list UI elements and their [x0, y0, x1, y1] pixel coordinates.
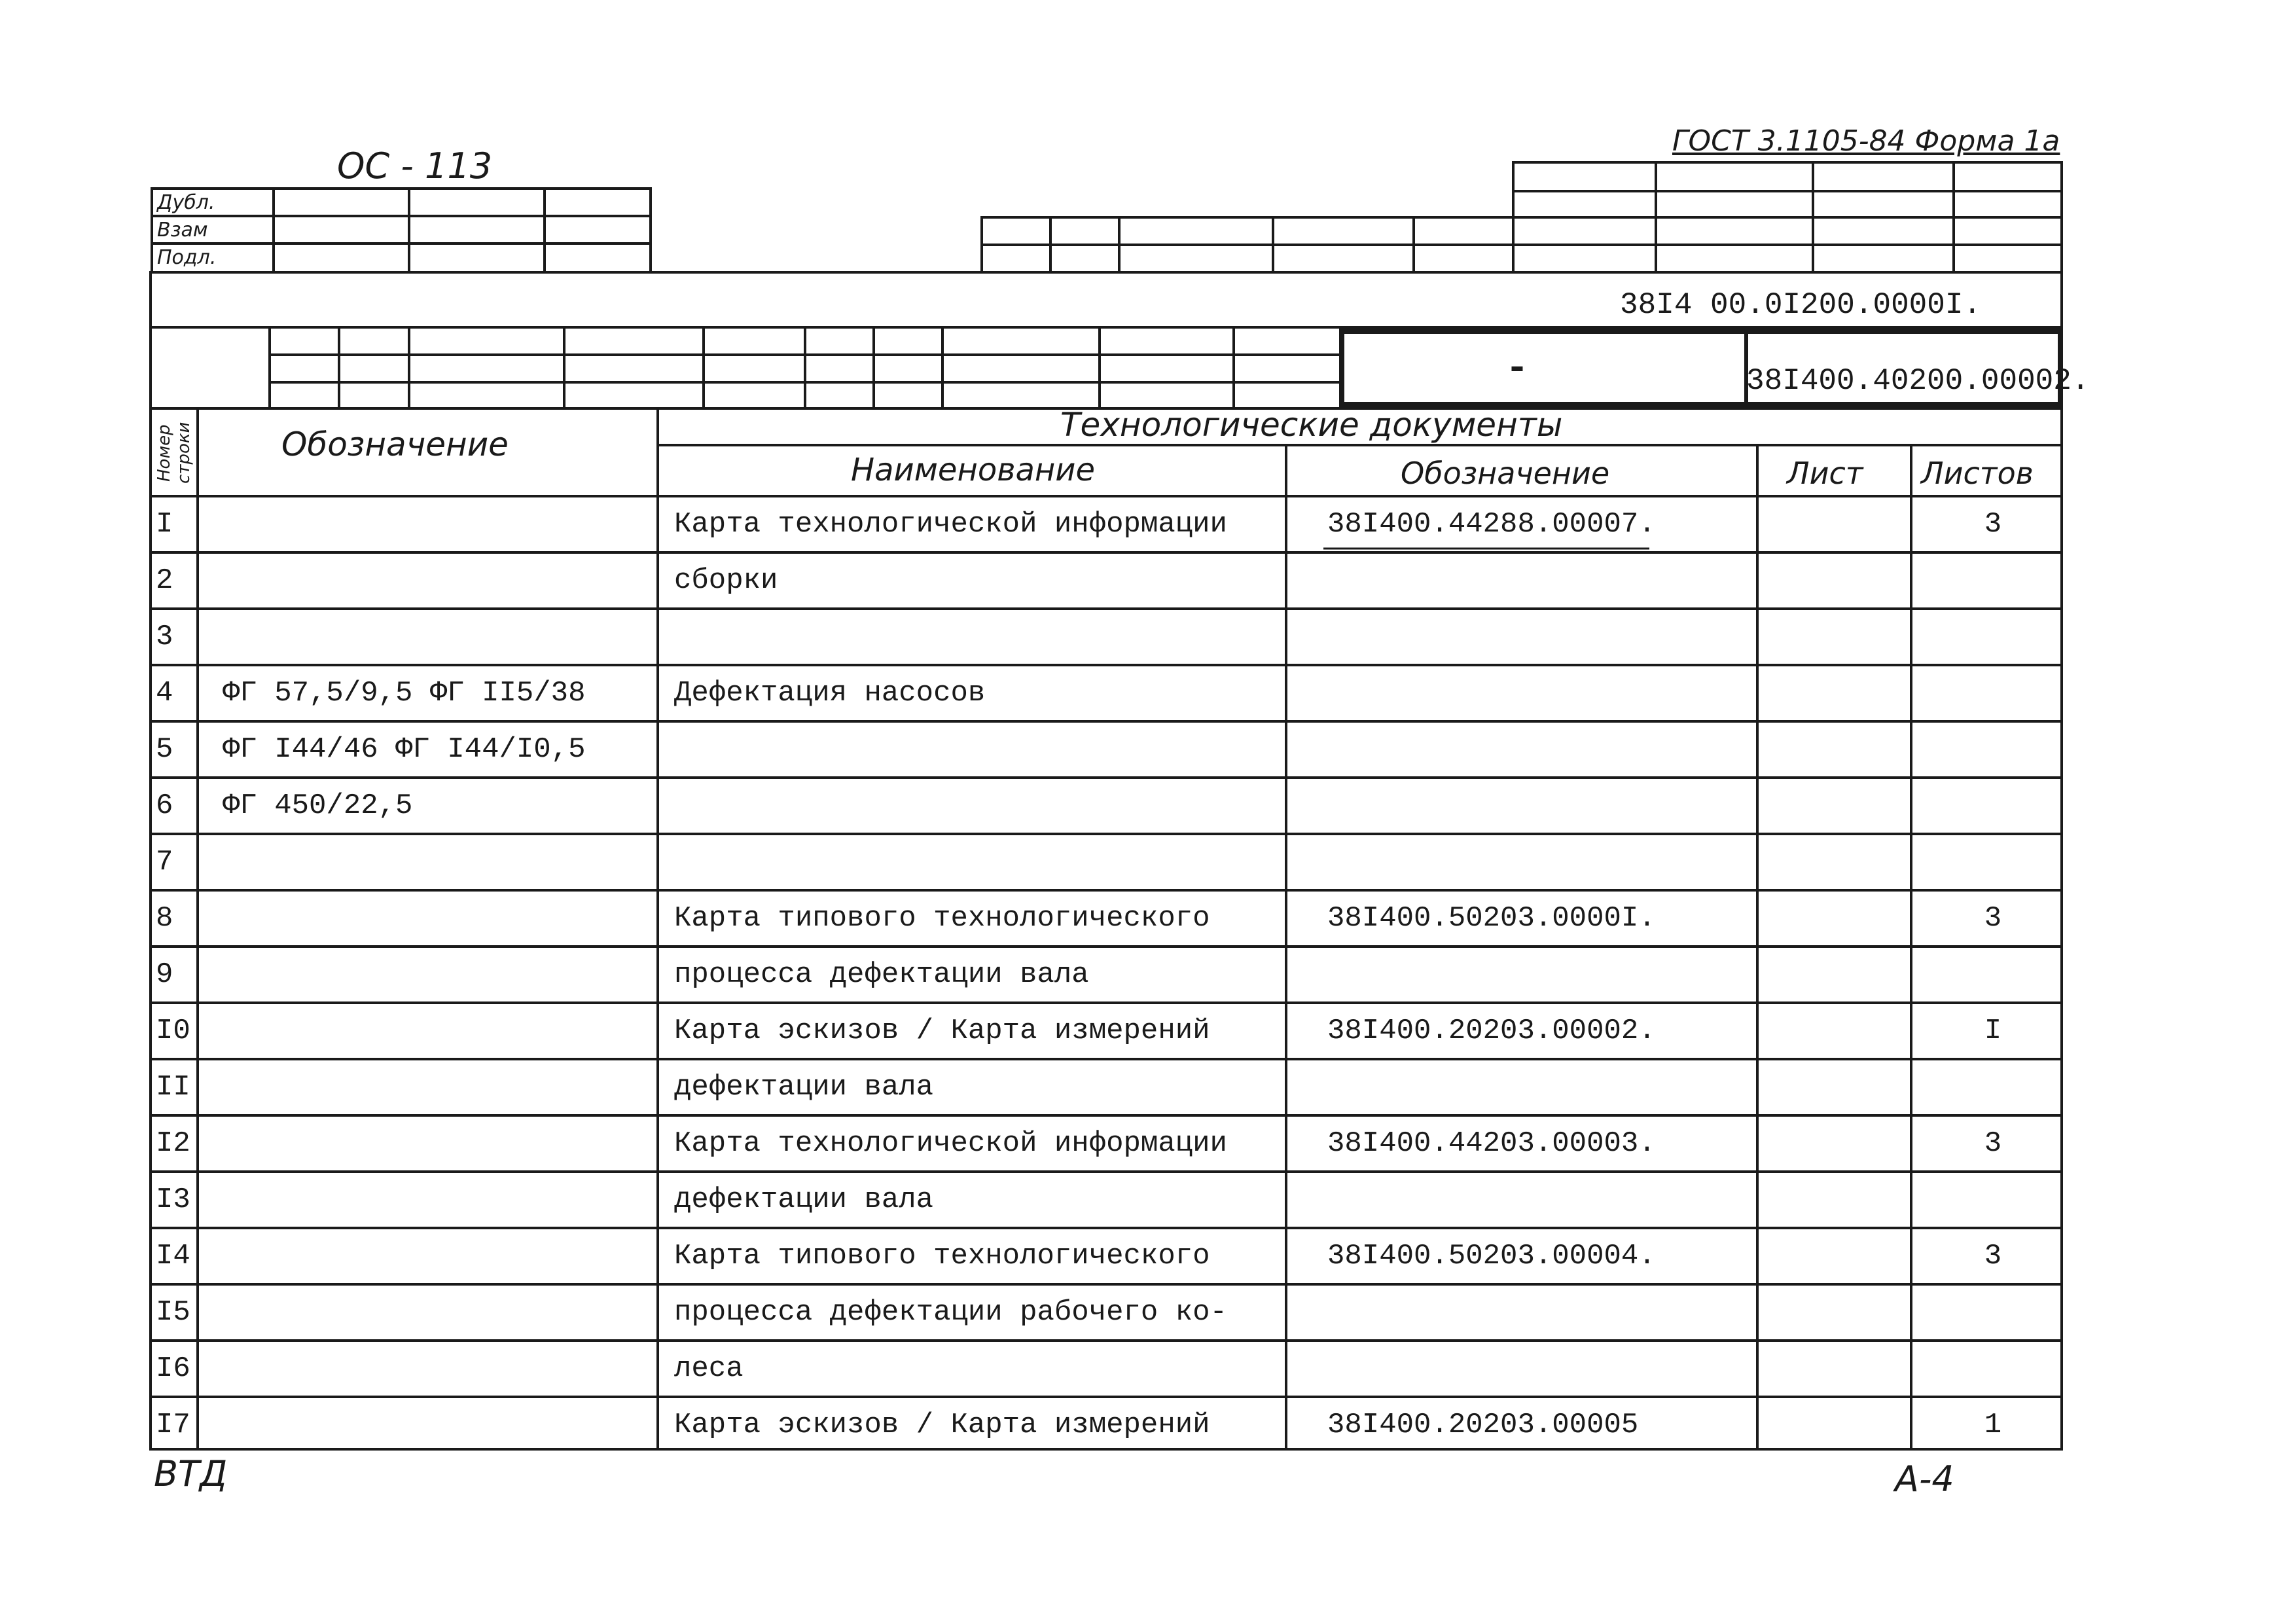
row-name: Карта эскизов / Карта измерений	[674, 1015, 1210, 1047]
row-number: I7	[156, 1409, 190, 1441]
row-number: I	[156, 508, 173, 541]
row-name: Карта технологической информации	[674, 1127, 1227, 1160]
row-number: II	[156, 1071, 190, 1104]
table-row	[151, 1228, 2068, 1284]
row-doc-designation: 38I400.50203.0000I.	[1327, 902, 1656, 935]
stamp-label-dubl: Дубл.	[157, 191, 215, 214]
doc-dash: -	[1505, 347, 1530, 391]
stamp-label-podl: Подл.	[157, 246, 217, 269]
row-name: Карта эскизов / Карта измерений	[674, 1409, 1210, 1441]
row-number: I4	[156, 1240, 190, 1272]
row-sheets: 3	[1984, 508, 2002, 541]
row-designation: ФГ I44/46 ФГ I44/I0,5	[223, 733, 586, 766]
row-doc-designation: 38I400.44203.00003.	[1327, 1127, 1656, 1160]
table-row	[151, 1172, 2068, 1228]
doc-number-top: 38I4 00.0I200.0000I.	[1620, 288, 1982, 322]
row-number: 4	[156, 677, 173, 710]
table-row	[151, 552, 2068, 609]
row-number: 6	[156, 789, 173, 822]
row-sheets: 3	[1984, 1127, 2002, 1160]
header-designation: Обозначение	[281, 425, 509, 463]
header-doc-designation: Обозначение	[1401, 456, 1610, 491]
row-name: дефектации вала	[674, 1071, 934, 1104]
row-number: 5	[156, 733, 173, 766]
row-number: 7	[156, 846, 173, 878]
row-number: 8	[156, 902, 173, 935]
stamp-label-vzam: Взам	[157, 219, 208, 242]
row-name: Дефектация насосов	[674, 677, 986, 710]
row-number: 2	[156, 564, 173, 597]
row-number: I2	[156, 1127, 190, 1160]
table-row	[151, 496, 2068, 552]
row-number: 3	[156, 621, 173, 653]
table-row	[151, 947, 2068, 1003]
table-row	[151, 1284, 2068, 1341]
row-sheets: 3	[1984, 1240, 2002, 1272]
row-number: 9	[156, 958, 173, 991]
row-doc-designation: 38I400.44288.00007.	[1327, 508, 1656, 541]
table-row	[151, 778, 2068, 834]
table-row	[151, 721, 2068, 778]
row-number: I0	[156, 1015, 190, 1047]
row-name: дефектации вала	[674, 1183, 934, 1216]
row-sheets: I	[1984, 1015, 2002, 1047]
table-row	[151, 1003, 2068, 1059]
row-name: процесса дефектации вала	[674, 958, 1089, 991]
footer-left: ВТД	[154, 1453, 228, 1494]
form-code: ОС - 113	[337, 145, 493, 187]
row-name: сборки	[674, 564, 778, 597]
row-number: I5	[156, 1296, 190, 1329]
table-row	[151, 1059, 2068, 1115]
doc-number-right: 38I400.40200.00002.	[1746, 364, 2090, 398]
row-designation: ФГ 57,5/9,5 ФГ II5/38	[223, 677, 586, 710]
header-line-no: Номер строки	[154, 422, 194, 484]
table-row	[151, 609, 2068, 665]
row-number: I3	[156, 1183, 190, 1216]
row-doc-designation: 38I400.20203.00005	[1327, 1409, 1639, 1441]
row-name: Карта типового технологического	[674, 1240, 1210, 1272]
row-designation: ФГ 450/22,5	[223, 789, 413, 822]
table-row	[151, 1397, 2068, 1453]
row-name: Карта технологической информации	[674, 508, 1227, 541]
header-sheets: Листов	[1921, 456, 2034, 491]
row-doc-designation: 38I400.20203.00002.	[1327, 1015, 1656, 1047]
table-row	[151, 1341, 2068, 1397]
table-row	[151, 890, 2068, 947]
row-doc-designation: 38I400.50203.00004.	[1327, 1240, 1656, 1272]
row-number: I6	[156, 1352, 190, 1385]
header-name: Наименование	[851, 452, 1096, 488]
header-tech-docs: Технологические документы	[1060, 406, 1563, 444]
table-row	[151, 1115, 2068, 1172]
standard-label: ГОСТ 3.1105-84 Форма 1а	[1672, 124, 2060, 158]
table-row	[151, 834, 2068, 890]
row-name: Карта типового технологического	[674, 902, 1210, 935]
header-sheet: Лист	[1787, 456, 1863, 491]
row-sheets: 3	[1984, 902, 2002, 935]
row-name: леса	[674, 1352, 744, 1385]
row-sheets: 1	[1984, 1409, 2002, 1441]
table-row	[151, 665, 2068, 721]
footer-right: А-4	[1895, 1458, 1954, 1500]
row-name: процесса дефектации рабочего ко-	[674, 1296, 1227, 1329]
